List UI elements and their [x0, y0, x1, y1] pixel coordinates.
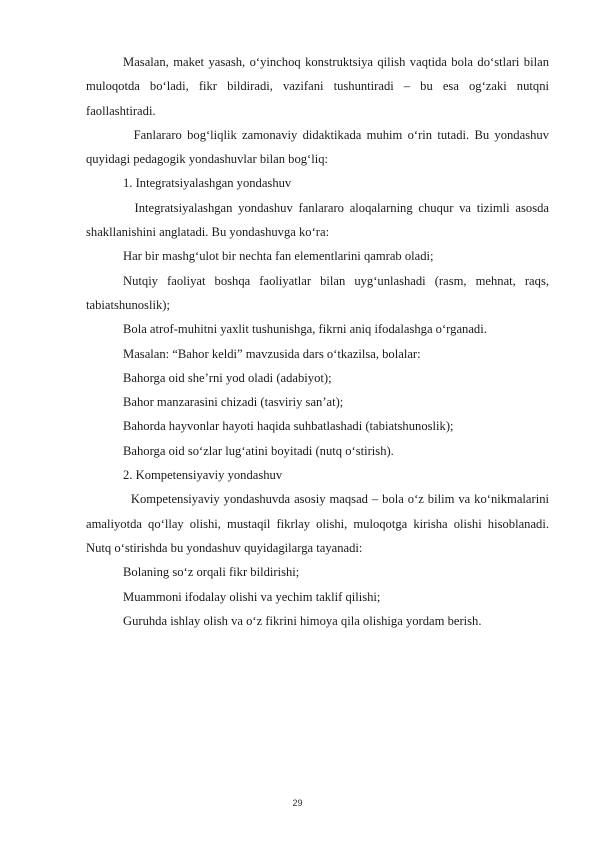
list-item-spring-drawing: Bahor manzarasini chizadi (tasviriy san’at);	[123, 395, 344, 410]
list-item-spring-poem: Bahorga oid she’rni yod oladi (adabiyot);	[123, 370, 332, 385]
list-item-problem-solving: Muammoni ifodalay olishi va yechim taklif qilishi;	[123, 589, 381, 604]
list-item-spring-animals: Bahorda hayvonlar hayoti haqida suhbatlashadi (tabiatshunoslik);	[123, 419, 454, 434]
paragraph-integrated-definition: Integratsiyalashgan yondashuv fanlararo aloqalarning chuqur va tizimli asosda shakllanishini anglatadi. Bu yondashuvga ko‘ra:	[86, 200, 553, 240]
page-number: 29	[292, 798, 303, 808]
list-item-express-thought: Bolaning so‘z orqali fikr bildirishi;	[123, 565, 300, 580]
list-item-lesson-elements: Har bir mashg‘ulot bir nechta fan elementlarini qamrab oladi;	[123, 249, 434, 264]
list-item-holistic-understanding: Bola atrof-muhitni yaxlit tushunishga, fikrni aniq ifodalashga o‘rganadi.	[123, 322, 487, 337]
document-body	[86, 50, 553, 633]
paragraph-example-maket: Masalan, maket yasash, o‘yinchoq konstruktsiya qilish vaqtida bola do‘stlari bilan muloqotda bo‘ladi, fikr bildiradi, vazifani tushuntiradi – bu esa og‘zaki nutqni faollashtiradi.	[86, 55, 549, 118]
paragraph-competency-definition: Kompetensiyaviy yondashuvda asosiy maqsad – bola o‘z bilim va ko‘nikmalarini amaliyotda qo‘llay olishi, mustaqil fikrlay olishi, muloqotga kirisha olishi hisoblanadi. Nutq o‘stirishda bu yondashuv quyidagilarga tayanadi:	[86, 492, 553, 555]
heading-integrated-approach: 1. Integratsiyalashgan yondashuv	[123, 176, 292, 191]
list-item-speech-activity: Nutqiy faoliyat boshqa faoliyatlar bilan uyg‘unlashadi (rasm, mehnat, raqs, tabiatshunoslik);	[86, 273, 549, 312]
list-item-group-work: Guruhda ishlay olish va o‘z fikrini himoya qila olishiga yordam berish.	[123, 613, 482, 628]
example-spring-lesson: Masalan: “Bahor keldi” mavzusida dars o‘tkazilsa, bolalar:	[123, 346, 421, 361]
paragraph-interdisciplinary: Fanlararo bog‘liqlik zamonaviy didaktikada muhim o‘rin tutadi. Bu yondashuv quyidagi pedagogik yondashuvlar bilan bog‘liq:	[86, 127, 553, 167]
heading-competency-approach: 2. Kompetensiyaviy yondashuv	[123, 468, 283, 483]
list-item-spring-vocabulary: Bahorga oid so‘zlar lug‘atini boyitadi (nutq o‘stirish).	[123, 443, 394, 458]
